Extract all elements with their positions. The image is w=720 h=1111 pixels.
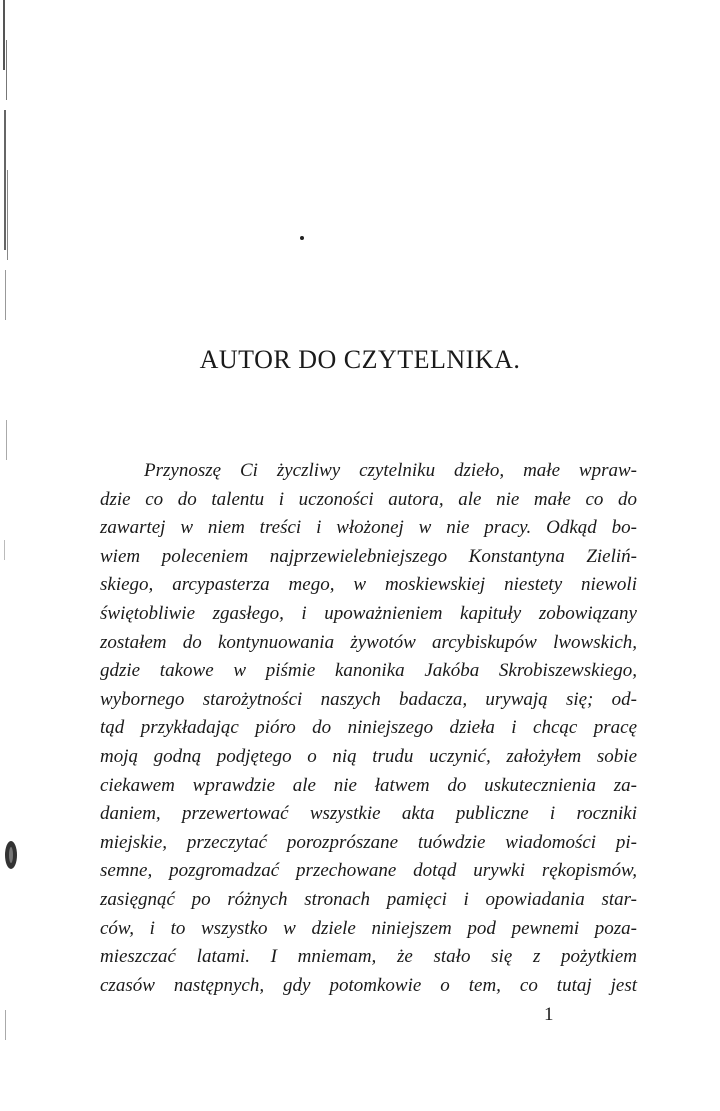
margin-ornament-icon <box>2 838 20 872</box>
paragraph-line: tąd przykładając pióro do niniejszego dzieła i chcąc pracę <box>100 717 637 739</box>
paragraph-line: zostałem do kontynuowania żywotów arcybiskupów lwowskich, <box>100 631 637 653</box>
paragraph-line: wybornego starożytności naszych badacza, urywają się; od- <box>100 688 637 710</box>
paragraph-line: ciekawem wprawdzie ale nie łatwem do uskutecznienia za- <box>100 774 637 796</box>
paragraph-line: daniem, przewertować wszystkie akta publiczne i roczniki <box>100 803 637 825</box>
paragraph-line: mieszczać latami. I mniemam, że stało się z pożytkiem <box>100 946 637 968</box>
paragraph-line: moją godną podjętego o nią trudu uczynić, założyłem sobie <box>100 745 637 767</box>
paragraph-line: dzie co do talentu i uczoności autora, ale nie małe co do <box>100 488 637 510</box>
page-number: 1 <box>544 1004 554 1025</box>
paragraph-line: skiego, arcypasterza mego, w moskiewskiej niestety niewoli <box>100 574 637 596</box>
body-paragraph <box>100 457 637 1000</box>
paragraph-line: świętobliwie zgasłego, i upoważnieniem kapituły zobowiązany <box>100 602 637 624</box>
paragraph-line: semne, pozgromadzać przechowane dotąd urywki rękopismów, <box>100 860 637 882</box>
paragraph-line: ców, i to wszystko w dziele niniejszem pod pewnemi poza- <box>100 917 637 939</box>
paragraph-line: miejskie, przeczytać porozprószane tuówdzie wiadomości pi- <box>100 831 637 853</box>
paragraph-line: zawartej w niem treści i włożonej w nie pracy. Odkąd bo- <box>100 517 637 539</box>
page-heading: AUTOR DO CZYTELNIKA. <box>199 345 521 374</box>
scan-edge-noise <box>0 0 12 1111</box>
paragraph-line: Przynoszę Ci życzliwy czytelniku dzieło, małe wpraw- <box>144 460 637 481</box>
paragraph-line: wiem poleceniem najprzewielebniejszego Konstantyna Zieliń- <box>100 545 637 567</box>
paragraph-line: czasów następnych, gdy potomkowie o tem, co tutaj jest <box>100 974 637 996</box>
stray-dot <box>300 236 304 240</box>
paragraph-line: gdzie takowe w piśmie kanonika Jakóba Skrobiszewskiego, <box>100 660 637 682</box>
paragraph-line: zasięgnąć po różnych stronach pamięci i opowiadania star- <box>100 888 637 910</box>
